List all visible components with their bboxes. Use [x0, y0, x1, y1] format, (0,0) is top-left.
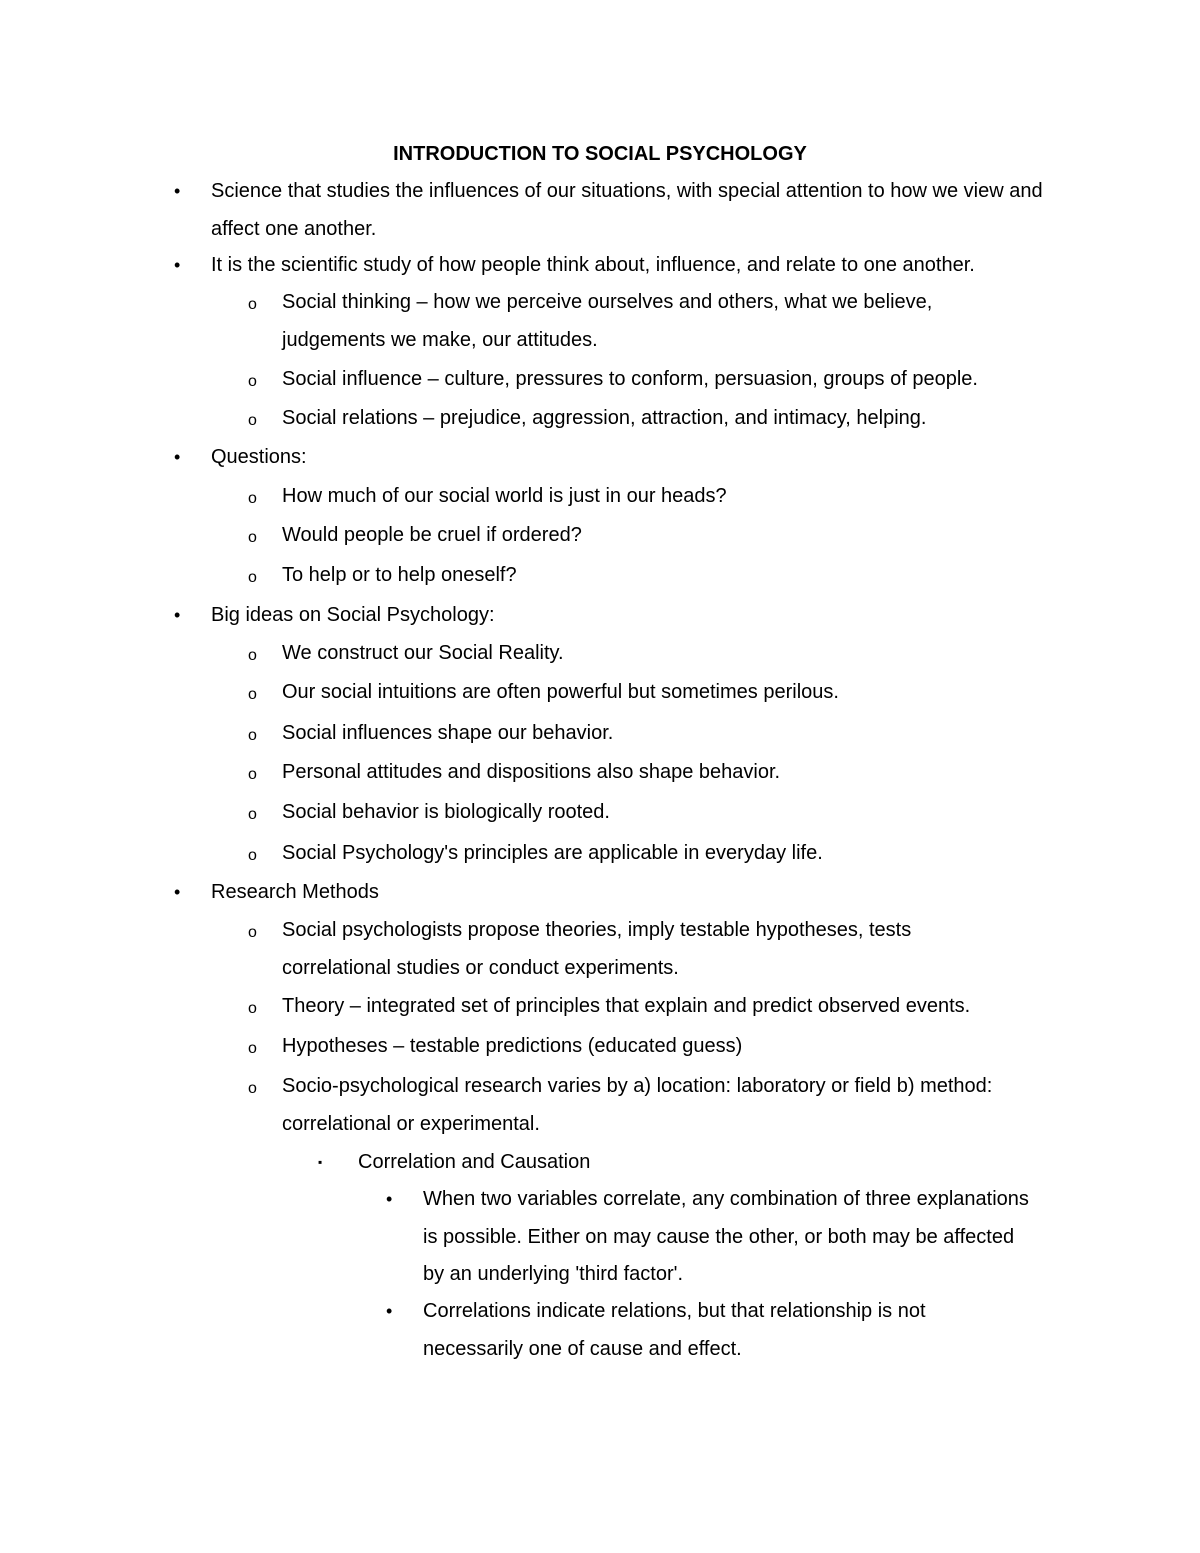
list-item [248, 478, 1062, 516]
list-item [248, 835, 1062, 873]
list-item [174, 439, 1061, 477]
list-item [386, 1293, 983, 1368]
list-item-text: Would people be cruel if ordered? [282, 524, 582, 546]
list-item [174, 173, 1061, 248]
bullet-icon: • [174, 605, 181, 625]
square-bullet-icon: ▪ [318, 1155, 323, 1169]
list-item [248, 794, 1062, 832]
list-item [248, 400, 1062, 438]
circle-bullet-icon: o [248, 296, 257, 313]
bullet-icon: • [174, 447, 181, 467]
document-title: INTRODUCTION TO SOCIAL PSYCHOLOGY [393, 143, 807, 165]
circle-bullet-icon: o [248, 569, 257, 586]
list-item [248, 635, 1062, 673]
list-item-text: Social thinking – how we perceive ourselves and others, what we believe, judgements we make, our attitudes. [282, 291, 933, 351]
list-item-text: Social psychologists propose theories, imply testable hypotheses, tests correlational studies or conduct experiments. [282, 919, 912, 979]
circle-bullet-icon: o [248, 1000, 257, 1017]
list-item-text: Theory – integrated set of principles that explain and predict observed events. [282, 995, 971, 1017]
circle-bullet-icon: o [248, 412, 257, 429]
list-item [174, 597, 1061, 635]
circle-bullet-icon: o [248, 727, 257, 744]
list-item [248, 1028, 1062, 1066]
bullet-icon: • [386, 1189, 393, 1209]
bullet-icon: • [386, 1301, 393, 1321]
circle-bullet-icon: o [248, 1080, 257, 1097]
list-item-text: Social influence – culture, pressures to conform, persuasion, groups of people. [282, 368, 978, 390]
list-item-text: Big ideas on Social Psychology: [211, 604, 495, 626]
circle-bullet-icon: o [248, 490, 257, 507]
list-item-text: Social Psychology's principles are applicable in everyday life. [282, 842, 823, 864]
list-item-text: Questions: [211, 446, 307, 468]
list-item-text: Science that studies the influences of our situations, with special attention to how we view and affect one another. [211, 180, 1043, 240]
list-item [248, 557, 1062, 595]
list-item-text: Research Methods [211, 881, 379, 903]
bullet-icon: • [174, 882, 181, 902]
list-item-text: Social behavior is biologically rooted. [282, 801, 610, 823]
list-item [248, 284, 1002, 359]
list-item-text: We construct our Social Reality. [282, 642, 564, 664]
circle-bullet-icon: o [248, 647, 257, 664]
list-item-text: Our social intuitions are often powerful but sometimes perilous. [282, 681, 839, 703]
list-item [174, 874, 1061, 912]
list-item-text: Social influences shape our behavior. [282, 722, 614, 744]
list-item [318, 1144, 1058, 1182]
list-item-text: Social relations – prejudice, aggression, attraction, and intimacy, helping. [282, 407, 927, 429]
list-item [248, 674, 1062, 712]
list-item [248, 517, 1062, 555]
list-item [248, 912, 982, 987]
list-item [386, 1181, 1035, 1294]
circle-bullet-icon: o [248, 686, 257, 703]
circle-bullet-icon: o [248, 924, 257, 941]
list-item [248, 361, 1062, 399]
list-item [248, 715, 1062, 753]
circle-bullet-icon: o [248, 847, 257, 864]
bullet-icon: • [174, 255, 181, 275]
circle-bullet-icon: o [248, 1040, 257, 1057]
list-item-text: Socio-psychological research varies by a) location: laboratory or field b) method: correlational or experimental. [282, 1075, 993, 1135]
list-item-text: To help or to help oneself? [282, 564, 517, 586]
circle-bullet-icon: o [248, 806, 257, 823]
list-item-text: Correlations indicate relations, but that relationship is not necessarily one of cause and effect. [423, 1300, 926, 1360]
circle-bullet-icon: o [248, 766, 257, 783]
list-item-text: It is the scientific study of how people think about, influence, and relate to one another. [211, 254, 975, 276]
list-item [174, 247, 1061, 285]
list-item-text: Hypotheses – testable predictions (educated guess) [282, 1035, 743, 1057]
list-item [248, 988, 1062, 1026]
list-item [248, 1068, 1062, 1143]
bullet-icon: • [174, 181, 181, 201]
circle-bullet-icon: o [248, 529, 257, 546]
list-item-text: Personal attitudes and dispositions also shape behavior. [282, 761, 781, 783]
list-item-text: How much of our social world is just in our heads? [282, 485, 727, 507]
list-item [248, 754, 1062, 792]
list-item-text: When two variables correlate, any combination of three explanations is possible. Either on may cause the other, or both may be affected by an underlying 'third factor'. [423, 1188, 1029, 1285]
list-item-text: Correlation and Causation [358, 1151, 591, 1173]
circle-bullet-icon: o [248, 373, 257, 390]
